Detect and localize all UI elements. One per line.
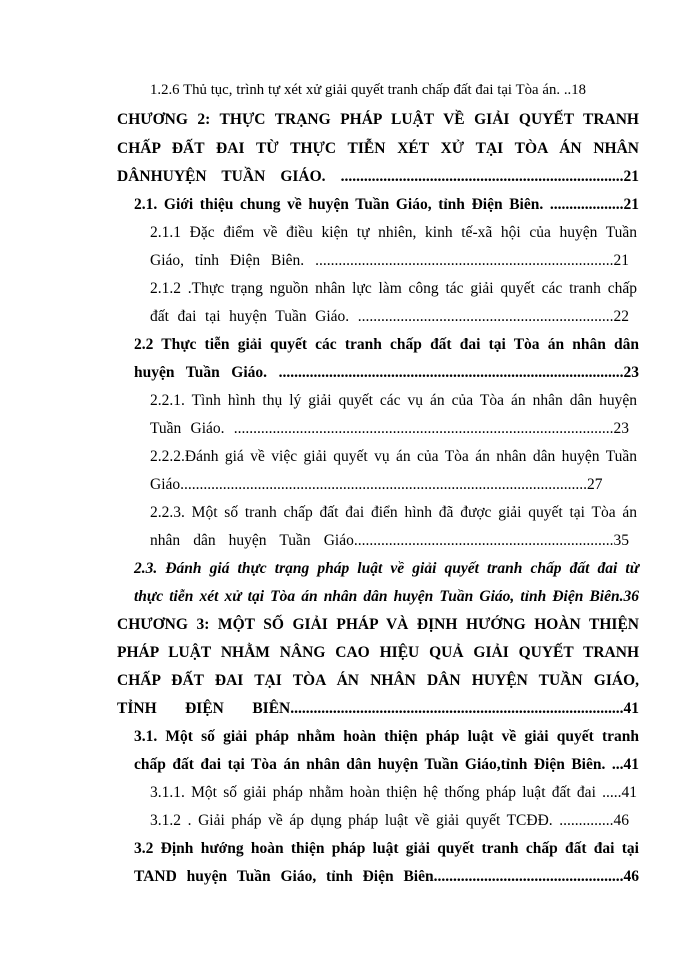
toc-entry-3-1-1: 3.1.1. Một số giải pháp nhằm hoàn thiện hệ thống pháp luật đất đai .....41 (150, 784, 637, 801)
toc-entry-2-2-line-1: 2.2 Thực tiễn giải quyết các tranh chấp đất đai tại Tòa án nhân dân (134, 336, 639, 353)
toc-chapter-2-line-3: DÂNHUYỆN TUẦN GIÁO. .........................................................................21 (117, 168, 639, 185)
toc-entry-2-3-line-2: thực tiễn xét xử tại Tòa án nhân dân huyện Tuần Giáo, tỉnh Điện Biên.36 (134, 588, 639, 605)
toc-entry-3-1-2: 3.1.2 . Giải pháp về áp dụng pháp luật về giải quyết TCĐĐ. ..............46 (150, 812, 629, 829)
toc-chapter-2-line-1: CHƯƠNG 2: THỰC TRẠNG PHÁP LUẬT VỀ GIẢI QUYẾT TRANH (117, 111, 639, 128)
toc-entry-1-2-6: 1.2.6 Thủ tục, trình tự xét xử giải quyết tranh chấp đất đai tại Tòa án. ..18 (150, 82, 586, 98)
toc-entry-2-2-2-line-1: 2.2.2.Đánh giá về việc giải quyết vụ án của Tòa án nhân dân huyện Tuần (150, 448, 637, 465)
toc-entry-3-2-line-1: 3.2 Định hướng hoàn thiện pháp luật giải quyết tranh chấp đất đai tại (134, 840, 639, 857)
toc-entry-2-2-3-line-2: nhân dân huyện Tuần Giáo...................................................................35 (150, 532, 629, 549)
toc-entry-2-1-1-line-1: 2.1.1 Đặc điểm về điều kiện tự nhiên, kinh tế-xã hội của huyện Tuần (150, 224, 637, 241)
toc-chapter-2-line-2: CHẤP ĐẤT ĐAI TỪ THỰC TIỄN XÉT XỬ TẠI TÒA ÁN NHÂN (117, 140, 639, 157)
toc-entry-2-2-3-line-1: 2.2.3. Một số tranh chấp đất đai điển hình đã được giải quyết tại Tòa án (150, 504, 637, 521)
toc-chapter-3-line-4: TỈNH ĐIỆN BIÊN......................................................................................41 (117, 700, 639, 717)
toc-entry-2-3-line-1: 2.3. Đánh giá thực trạng pháp luật về giải quyết tranh chấp đất đai từ (134, 560, 639, 577)
toc-entry-2-1-2-line-2: đất đai tại huyện Tuần Giáo. ..................................................................22 (150, 308, 629, 325)
toc-entry-3-1-line-2: chấp đất đai tại Tòa án nhân dân huyện Tuần Giáo,tỉnh Điện Biên. ...41 (134, 756, 639, 773)
toc-chapter-3-line-2: PHÁP LUẬT NHẰM NÂNG CAO HIỆU QUẢ GIẢI QUYẾT TRANH (117, 644, 639, 661)
toc-chapter-3-line-1: CHƯƠNG 3: MỘT SỐ GIẢI PHÁP VÀ ĐỊNH HƯỚNG HOÀN THIỆN (117, 616, 639, 633)
toc-entry-3-2-line-2: TAND huyện Tuần Giáo, tỉnh Điện Biên.................................................46 (134, 868, 639, 885)
toc-entry-2-1-2-line-1: 2.1.2 .Thực trạng nguồn nhân lực làm công tác giải quyết các tranh chấp (150, 280, 637, 297)
toc-entry-2-2-2-line-2: Giáo.........................................................................................................27 (150, 476, 603, 493)
toc-entry-2-1: 2.1. Giới thiệu chung về huyện Tuần Giáo, tỉnh Điện Biên. ...................21 (134, 196, 639, 213)
toc-entry-3-1-line-1: 3.1. Một số giải pháp nhằm hoàn thiện pháp luật về giải quyết tranh (134, 728, 639, 745)
toc-chapter-3-line-3: CHẤP ĐẤT ĐAI TẠI TÒA ÁN NHÂN DÂN HUYỆN TUẦN GIÁO, (117, 672, 639, 689)
toc-entry-2-2-line-2: huyện Tuần Giáo. .........................................................................................23 (134, 364, 639, 381)
toc-entry-2-1-1-line-2: Giáo, tỉnh Điện Biên. .............................................................................21 (150, 252, 629, 269)
toc-entry-2-2-1-line-2: Tuần Giáo. ..................................................................................................23 (150, 420, 629, 437)
toc-entry-2-2-1-line-1: 2.2.1. Tình hình thụ lý giải quyết các vụ án của Tòa án nhân dân huyện (150, 392, 637, 409)
